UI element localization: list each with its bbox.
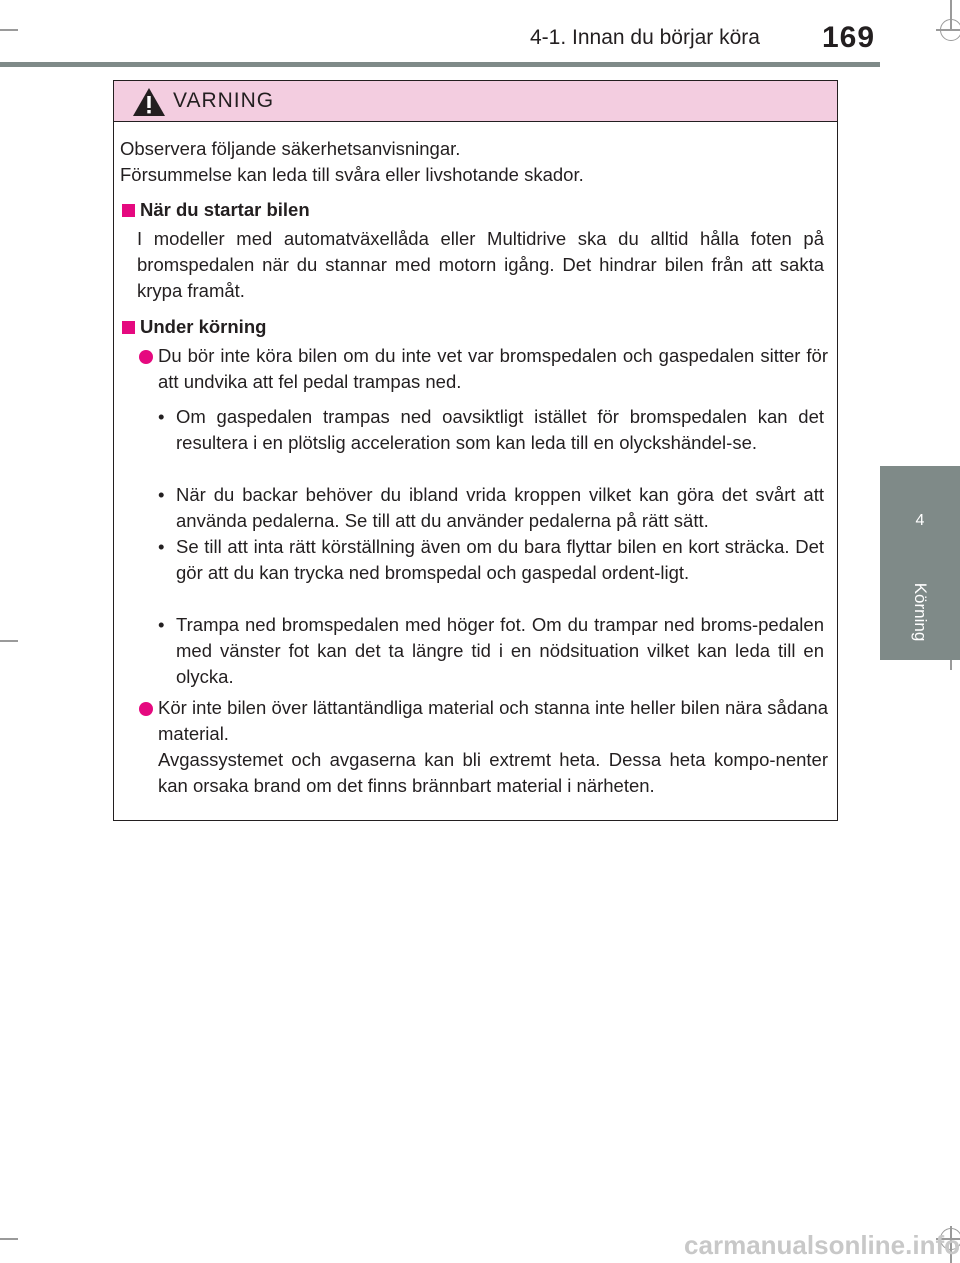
section-text: I modeller med automatväxellåda eller Multidrive ska du alltid hålla foten på bromspedalen när du stannar med motorn igång. Det hindrar bilen från att sakta krypa framåt. (137, 228, 824, 301)
crop-mark (0, 640, 18, 642)
chapter-label: Körning (911, 582, 930, 642)
subpoint-text: Om gaspedalen trampas ned oavsiktligt istället för bromspedalen kan det resultera i en plötslig acceleration som kan leda till en olyckshändel-se. (176, 406, 824, 453)
page-number: 169 (822, 21, 876, 54)
registration-mark (940, 19, 960, 41)
chapter-number: 4 (915, 512, 925, 529)
subpoint-text: Trampa ned bromspedalen med höger fot. Om du trampar ned broms-pedalen med vänster fot kan det ta längre tid i en nödsituation vilket kan leda till en olycka. (176, 614, 824, 687)
warning-triangle-icon (132, 87, 166, 117)
subpoint-bullet: • (158, 536, 165, 557)
subpoint-bullet: • (158, 406, 165, 427)
point-text: Kör inte bilen över lättantändliga material och stanna inte heller bilen nära sådana material. Avgassystemet och avgaserna kan bli extremt heta. Dessa heta kompo-nenter kan orsaka brand om det finns brännbart material i närheten. (158, 697, 828, 796)
warning-intro: Observera följande säkerhetsanvisningar. Försummelse kan leda till svåra eller livshotande skador. (120, 138, 584, 185)
subpoint-bullet: • (158, 484, 165, 505)
point-text: Du bör inte köra bilen om du inte vet var bromspedalen och gaspedalen sitter för att undvika att fel pedal trampas ned. (158, 345, 828, 392)
warning-header (114, 81, 837, 122)
square-bullet (122, 204, 135, 217)
subpoint-text: När du backar behöver du ibland vrida kroppen vilket kan göra det svårt att använda pedalerna. Se till att du använder pedalerna på rätt sätt. (176, 484, 824, 531)
watermark: carmanualsonline.info (684, 1230, 960, 1260)
subpoint-text: Se till att inta rätt körställning även om du bara flyttar bilen en kort sträcka. Det gör att du kan trycka ned bromspedal och gaspedal ordent-ligt. (176, 536, 824, 583)
subpoint-bullet: • (158, 614, 165, 635)
square-bullet (122, 321, 135, 334)
section-title: 4-1. Innan du börjar köra (530, 26, 760, 49)
crop-mark (0, 29, 18, 31)
circle-bullet (139, 350, 153, 364)
warning-title: VARNING (173, 89, 275, 112)
header-rule (0, 62, 880, 67)
section-heading: När du startar bilen (140, 199, 310, 220)
section-heading: Under körning (140, 316, 267, 337)
crop-mark (0, 1238, 18, 1240)
circle-bullet (139, 702, 153, 716)
